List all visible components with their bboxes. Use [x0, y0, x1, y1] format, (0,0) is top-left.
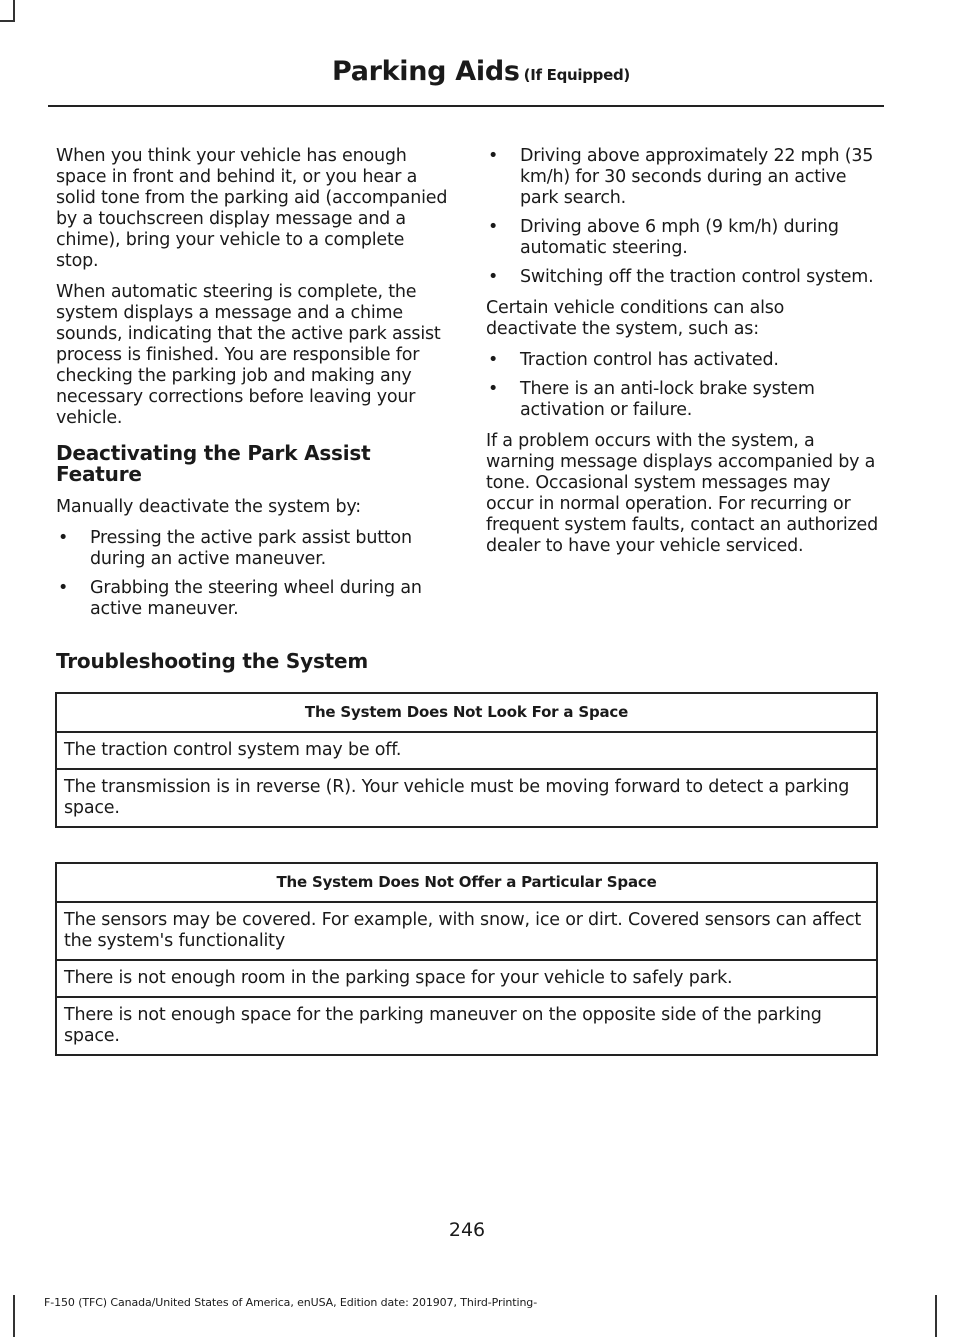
list-item: [486, 267, 880, 288]
crop-mark-bottom-left: [13, 1295, 15, 1337]
left-column: [56, 146, 448, 630]
page-title-subtitle: (If Equipped): [523, 66, 630, 84]
crop-mark-top-left-horizontal: [0, 20, 15, 22]
list-item: [486, 217, 880, 259]
bullet-marker: •: [488, 350, 499, 370]
list-item-text: Grabbing the steering wheel during an active maneuver.: [90, 578, 422, 619]
paragraph-stop-vehicle: When you think your vehicle has enough space in front and behind it, or you hear a solid tone from the parking aid (accompanied by a touchscreen display message and a chime), bring your vehicle to a complete stop.: [56, 146, 448, 271]
table-cell: There is not enough room in the parking space for your vehicle to safely park.: [56, 960, 877, 997]
paragraph-manual-deactivate: Manually deactivate the system by:: [56, 497, 361, 517]
table-row: [56, 997, 877, 1055]
table-row: [56, 732, 877, 769]
section-title-troubleshooting: Troubleshooting the System: [56, 649, 369, 673]
table-cell: The sensors may be covered. For example, with snow, ice or dirt. Covered sensors can affect the system's functionality: [56, 902, 877, 960]
list-item: [56, 578, 448, 620]
list-item-text: Switching off the traction control system.: [520, 267, 874, 287]
list-item-text: Pressing the active park assist button during an active maneuver.: [90, 528, 412, 569]
crop-mark-bottom-right: [935, 1295, 937, 1337]
page-number: 246: [448, 1219, 486, 1241]
table-header-row: [56, 693, 877, 732]
table-cell: The traction control system may be off.: [56, 732, 877, 769]
vehicle-conditions-list: [486, 350, 880, 421]
bullet-marker: •: [58, 528, 69, 548]
list-item-text: Traction control has activated.: [520, 350, 779, 370]
automatic-deactivation-list: [486, 146, 880, 288]
paragraph-warning-message: If a problem occurs with the system, a warning message displays accompanied by a tone. Occasional system messages may occur in normal operation. For recurring or frequent system faults, contact an authorized dealer to have your vehicle serviced.: [486, 431, 879, 556]
manual-deactivation-list: [56, 528, 448, 620]
table-row: [56, 902, 877, 960]
bullet-marker: •: [488, 146, 499, 166]
page-title: [332, 56, 630, 87]
footer-edition-info: F-150 (TFC) Canada/United States of America, enUSA, Edition date: 201907, Third-Printing-: [44, 1296, 538, 1309]
list-item-text: There is an anti-lock brake system activation or failure.: [520, 379, 815, 420]
right-column: [486, 146, 880, 567]
header-divider: [48, 105, 884, 107]
table-cell: There is not enough space for the parking maneuver on the opposite side of the parking space.: [56, 997, 877, 1055]
list-item: [486, 350, 880, 371]
bullet-marker: •: [488, 379, 499, 399]
table-row: [56, 769, 877, 827]
bullet-marker: •: [488, 217, 499, 237]
list-item: [486, 146, 880, 209]
crop-mark-top-left: [13, 0, 15, 22]
table-row: [56, 960, 877, 997]
table-header: The System Does Not Look For a Space: [56, 693, 877, 732]
paragraph-vehicle-conditions: Certain vehicle conditions can also deactivate the system, such as:: [486, 298, 785, 339]
table-cell: The transmission is in reverse (R). Your vehicle must be moving forward to detect a parking space.: [56, 769, 877, 827]
table-header: The System Does Not Offer a Particular Space: [56, 863, 877, 902]
bullet-marker: •: [58, 578, 69, 598]
bullet-marker: •: [488, 267, 499, 287]
list-item: [56, 528, 448, 570]
troubleshooting-table-no-search: [55, 692, 878, 828]
page-title-main: Parking Aids: [331, 56, 520, 87]
list-item: [486, 379, 880, 421]
list-item-text: Driving above approximately 22 mph (35 km/h) for 30 seconds during an active park search.: [520, 146, 874, 208]
list-item-text: Driving above 6 mph (9 km/h) during automatic steering.: [520, 217, 839, 258]
troubleshooting-table-no-offer: [55, 862, 878, 1056]
table-header-row: [56, 863, 877, 902]
paragraph-steering-complete: When automatic steering is complete, the system displays a message and a chime sounds, indicating that the active park assist process is finished. You are responsible for checking the parking job and making any necessary corrections before leaving your vehicle.: [56, 282, 441, 428]
heading-deactivating: Deactivating the Park Assist Feature: [56, 441, 371, 486]
